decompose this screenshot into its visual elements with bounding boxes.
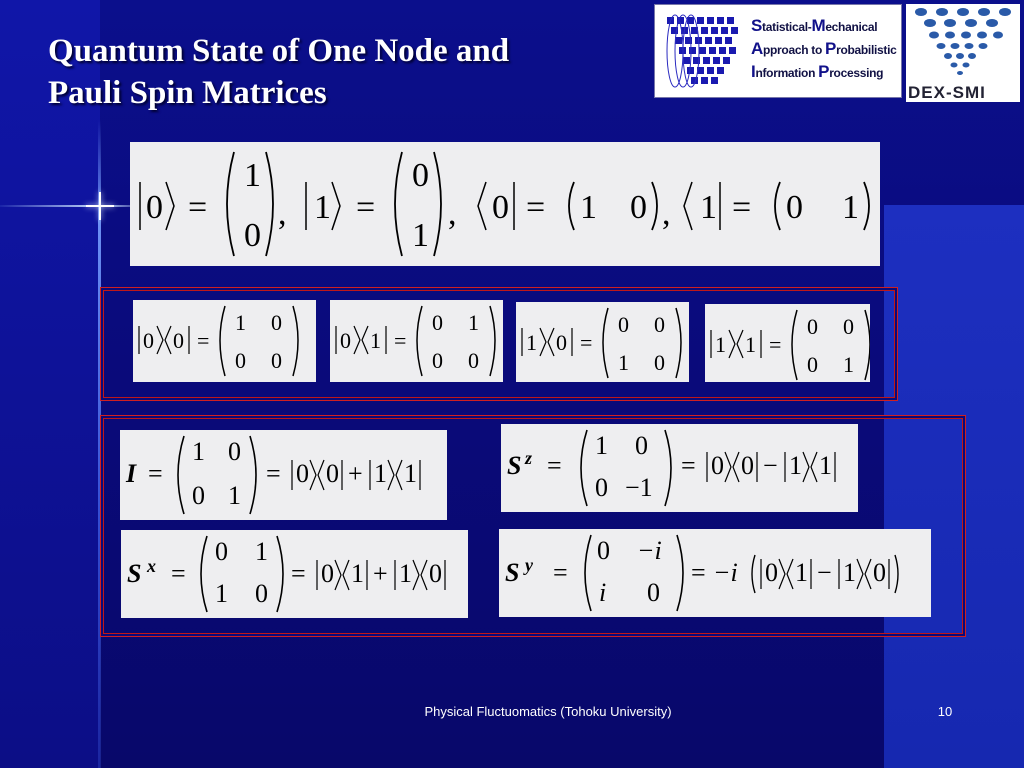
slide-title bbox=[48, 30, 648, 114]
outer-bra-label: 0 bbox=[556, 330, 567, 355]
identity-m21: 0 bbox=[192, 481, 205, 510]
sy-symbol: S bbox=[505, 558, 520, 587]
comma-3: , bbox=[662, 195, 671, 232]
bra1-label: 1 bbox=[700, 189, 717, 226]
identity-m12: 0 bbox=[228, 437, 241, 466]
identity-eq-1: = bbox=[148, 459, 163, 488]
ket0-vec-top: 1 bbox=[244, 157, 261, 194]
bra1-row-b: 1 bbox=[842, 189, 859, 226]
sx-superscript: x bbox=[147, 556, 156, 576]
svg-text:1: 1 bbox=[399, 559, 412, 588]
outer-ket-label: 1 bbox=[526, 330, 537, 355]
svg-text:−1: −1 bbox=[625, 473, 653, 502]
comma-1: , bbox=[278, 195, 287, 232]
svg-text:0: 0 bbox=[296, 459, 309, 488]
outer-bra-label: 1 bbox=[745, 332, 756, 357]
matrix-cell: 1 bbox=[618, 350, 629, 375]
matrix-cell: 0 bbox=[432, 310, 443, 335]
matrix-cell: 0 bbox=[235, 348, 246, 373]
sparkle-icon bbox=[86, 192, 114, 220]
svg-text:−i: −i bbox=[713, 558, 738, 587]
basis-states-equation bbox=[130, 142, 880, 266]
svg-text:0: 0 bbox=[321, 559, 334, 588]
svg-text:0: 0 bbox=[429, 559, 442, 588]
outer-product-10 bbox=[516, 302, 689, 382]
matrix-cell: 0 bbox=[271, 348, 282, 373]
svg-text:0: 0 bbox=[765, 558, 778, 587]
outer-eq: = bbox=[580, 330, 593, 355]
eq-2: = bbox=[356, 189, 376, 226]
dex-smi-text: DEX-SMI bbox=[908, 84, 986, 102]
matrix-cell: 0 bbox=[807, 352, 818, 377]
svg-text:0: 0 bbox=[215, 537, 228, 566]
ket1-vec-bottom: 1 bbox=[412, 217, 429, 254]
svg-text:−: − bbox=[817, 558, 832, 587]
identity-m22: 1 bbox=[228, 481, 241, 510]
sz-symbol: S bbox=[507, 451, 522, 480]
outer-product-11 bbox=[705, 304, 870, 382]
svg-text:−: − bbox=[763, 451, 778, 480]
svg-text:=: = bbox=[291, 559, 306, 588]
basis-states-svg bbox=[130, 142, 880, 266]
title-line-2: Pauli Spin Matrices bbox=[48, 75, 327, 111]
matrix-cell: 0 bbox=[807, 314, 818, 339]
svg-text:0: 0 bbox=[741, 451, 754, 480]
svg-text:0: 0 bbox=[326, 459, 339, 488]
identity-equation bbox=[120, 430, 447, 520]
svg-text:1: 1 bbox=[819, 451, 832, 480]
eq-3: = bbox=[526, 189, 546, 226]
outer-ket-label: 0 bbox=[143, 328, 154, 353]
outer-product-01 bbox=[330, 300, 503, 382]
outer-ket-label: 0 bbox=[340, 328, 351, 353]
matrix-cell: 0 bbox=[843, 314, 854, 339]
outer-bra-label: 0 bbox=[173, 328, 184, 353]
svg-text:1: 1 bbox=[843, 558, 856, 587]
sy-equation bbox=[499, 529, 931, 617]
outer-product-00 bbox=[133, 300, 316, 382]
page-number: 10 bbox=[937, 704, 953, 719]
svg-text:0: 0 bbox=[647, 578, 660, 607]
svg-text:=: = bbox=[681, 451, 696, 480]
smapip-logo-text: Statistical-Mechanical Approach to Probabilistic Information Processing bbox=[751, 16, 897, 81]
identity-symbol: I bbox=[126, 459, 137, 488]
outer-eq: = bbox=[769, 332, 782, 357]
smapip-dot-grid-icon bbox=[661, 11, 743, 91]
bra1-row-a: 0 bbox=[786, 189, 803, 226]
ket1-label: 1 bbox=[314, 189, 331, 226]
sz-superscript: z bbox=[525, 448, 533, 468]
left-band bbox=[0, 0, 100, 768]
svg-text:0: 0 bbox=[711, 451, 724, 480]
svg-text:+: + bbox=[373, 559, 388, 588]
svg-text:0: 0 bbox=[873, 558, 886, 587]
bra0-label: 0 bbox=[492, 189, 509, 226]
svg-text:1: 1 bbox=[404, 459, 417, 488]
outer-eq: = bbox=[394, 328, 407, 353]
svg-text:1: 1 bbox=[789, 451, 802, 480]
title-line-1: Quantum State of One Node and bbox=[48, 33, 510, 69]
eq-1: = bbox=[188, 189, 208, 226]
svg-text:=: = bbox=[266, 459, 281, 488]
footer-text: Physical Fluctuomatics (Tohoku University) bbox=[424, 704, 672, 719]
svg-text:1: 1 bbox=[255, 537, 268, 566]
matrix-cell: 0 bbox=[654, 312, 665, 337]
svg-text:0: 0 bbox=[255, 579, 268, 608]
sx-equation bbox=[121, 530, 468, 618]
svg-text:0: 0 bbox=[595, 473, 608, 502]
svg-text:1: 1 bbox=[215, 579, 228, 608]
matrix-cell: 0 bbox=[432, 348, 443, 373]
svg-text:+: + bbox=[348, 459, 363, 488]
bra0-row-a: 1 bbox=[580, 189, 597, 226]
svg-text:1: 1 bbox=[595, 431, 608, 460]
outer-ket-label: 1 bbox=[715, 332, 726, 357]
identity-m11: 1 bbox=[192, 437, 205, 466]
dex-smi-dots-icon bbox=[906, 4, 1020, 84]
ket0-vec-bottom: 0 bbox=[244, 217, 261, 254]
decorative-horizontal-line bbox=[0, 205, 140, 207]
matrix-cell: 1 bbox=[235, 310, 246, 335]
dex-smi-logo bbox=[906, 4, 1020, 102]
matrix-cell: 1 bbox=[468, 310, 479, 335]
ket1-vec-top: 0 bbox=[412, 157, 429, 194]
sz-equation bbox=[501, 424, 858, 512]
ket0-label: 0 bbox=[146, 189, 163, 226]
svg-text:1: 1 bbox=[351, 559, 364, 588]
bra0-row-b: 0 bbox=[630, 189, 647, 226]
svg-text:−i: −i bbox=[637, 536, 662, 565]
outer-bra-label: 1 bbox=[370, 328, 381, 353]
matrix-cell: 0 bbox=[271, 310, 282, 335]
sx-symbol: S bbox=[127, 559, 142, 588]
smapip-logo bbox=[654, 4, 902, 98]
svg-text:=: = bbox=[171, 559, 186, 588]
sy-superscript: y bbox=[525, 555, 533, 575]
svg-text:=: = bbox=[553, 558, 568, 587]
comma-2: , bbox=[448, 195, 457, 232]
svg-text:0: 0 bbox=[597, 536, 610, 565]
outer-eq: = bbox=[197, 328, 210, 353]
matrix-cell: 0 bbox=[618, 312, 629, 337]
matrix-cell: 1 bbox=[843, 352, 854, 377]
svg-text:1: 1 bbox=[374, 459, 387, 488]
matrix-cell: 0 bbox=[654, 350, 665, 375]
svg-text:=: = bbox=[547, 451, 562, 480]
svg-text:0: 0 bbox=[635, 431, 648, 460]
eq-4: = bbox=[732, 189, 752, 226]
matrix-cell: 0 bbox=[468, 348, 479, 373]
svg-text:1: 1 bbox=[795, 558, 808, 587]
svg-text:i: i bbox=[599, 578, 607, 607]
svg-text:=: = bbox=[691, 558, 706, 587]
